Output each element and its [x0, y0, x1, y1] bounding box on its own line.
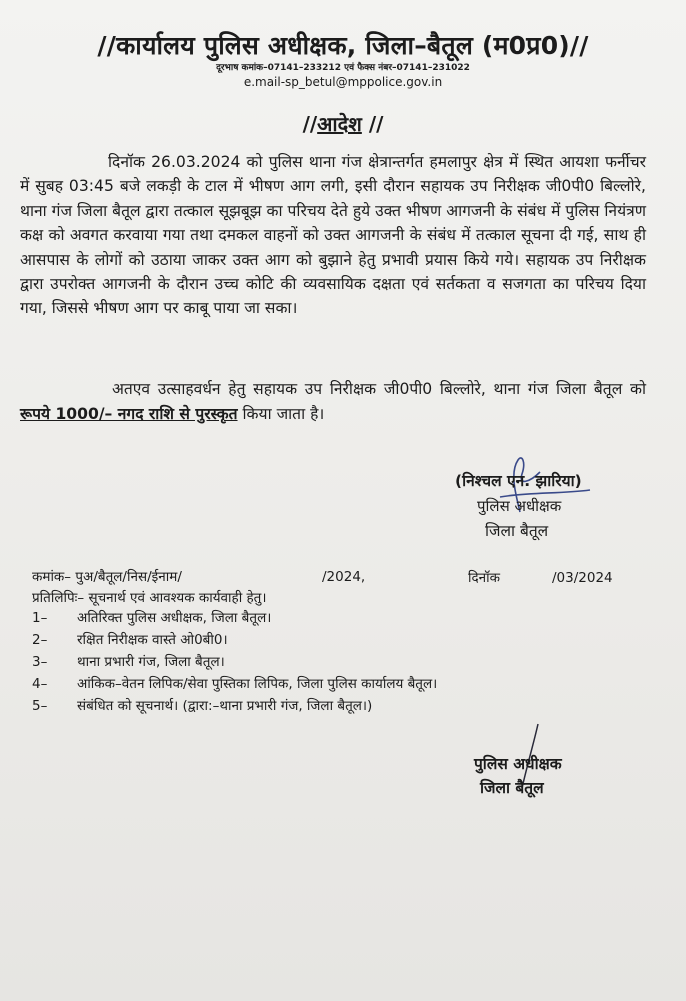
order-heading-word: आदेश	[317, 112, 362, 136]
award-text-post: किया जाता है।	[242, 405, 325, 423]
signatory-name: (निश्चल एन. झारिया)	[455, 472, 582, 490]
order-heading	[0, 110, 686, 137]
order-body	[20, 150, 646, 321]
award-paragraph	[20, 377, 646, 427]
list-item: 3– थाना प्रभारी गंज, जिला बैतूल।	[32, 654, 225, 670]
reference-year: /2024,	[322, 569, 366, 585]
order-heading-suffix: //	[368, 112, 384, 136]
list-item: 5– संबंधित को सूचनार्थ। (द्वारा:–थाना प्रभारी गंज, जिला बैतूल।)	[32, 698, 373, 714]
office-email: e.mail-sp_betul@mppolice.gov.in	[243, 75, 443, 89]
office-title: //कार्यालय पुलिस अधीक्षक, जिला–बैतूल (म0प्र0)//	[97, 31, 589, 60]
order-body-paragraph: दिनॉक 26.03.2024 को पुलिस थाना गंज क्षेत्रान्तर्गत हमलापुर क्षेत्र में स्थित आयशा फर्नीचर में सुबह 03:45 बजे लकड़ी के टाल में भीषण आग लगी, इसी दौरान सहायक उप निरीक्षक जी0पी0 बिल्लोरे, थाना गंज जिला बैतूल द्वारा तत्काल सूझबूझ का परिचय देते हुये उक्त भीषण आगजनी के संबंध में पुलिस नियंत्रण कक्ष को अवगत करवाया गया तथा दमकल वाहनों को उक्त आगजनी के संबंध में तत्काल सूचना दी गई, साथ ही आसपास के लोगों को उठाया जाकर उक्त आग को बुझाने हेतु प्रभावी प्रयास किये गये। सहायक उप निरीक्षक द्वारा उपरोक्त आगजनी के दौरान उच्च कोटि की व्यवसायिक दक्षता एवं सर्तकता व सजगता का परिचय दिया गया, जिससे भीषण आग पर काबू पाया जा सका।	[20, 153, 646, 318]
list-item: 4– आंकिक–वेतन लिपिक/सेवा पुस्तिका लिपिक, जिला पुलिस कार्यालय बैतूल।	[32, 676, 438, 692]
copy-to-label: प्रतिलिपिः– सूचनार्थ एवं आवश्यक कार्यवाही हेतु।	[32, 590, 267, 606]
signatory2-district: जिला बैतूल	[480, 779, 544, 797]
signatory-block	[455, 469, 582, 544]
signatory-designation: पुलिस अधीक्षक	[477, 497, 562, 515]
reference-date: /03/2024	[552, 570, 613, 586]
reference-date-label: दिनॉक	[468, 570, 501, 586]
reference-number: कमांक– पुअ/बैतूल/निस/ईनाम/	[32, 569, 182, 585]
order-heading-prefix: //	[302, 112, 318, 136]
copy-list	[32, 607, 437, 717]
list-item: 2– रक्षित निरीक्षक वास्ते ओ0बी0।	[32, 632, 228, 648]
list-item: 1– अतिरिक्त पुलिस अधीक्षक, जिला बैतूल।	[32, 610, 272, 626]
signatory-block-2	[474, 752, 562, 800]
award-amount: रूपये 1000/– नगद राशि से पुरस्कृत	[20, 405, 238, 423]
signatory2-designation: पुलिस अधीक्षक	[474, 755, 562, 773]
office-phone-fax: दूरभाष कमांक–07141–233212 एवं फैक्स नंबर–07141–231022	[216, 63, 470, 73]
award-text-pre: अतएव उत्साहवर्धन हेतु सहायक उप निरीक्षक जी0पी0 बिल्लोरे, थाना गंज जिला बैतूल को	[112, 380, 646, 398]
signatory-district: जिला बैतूल	[485, 522, 549, 540]
